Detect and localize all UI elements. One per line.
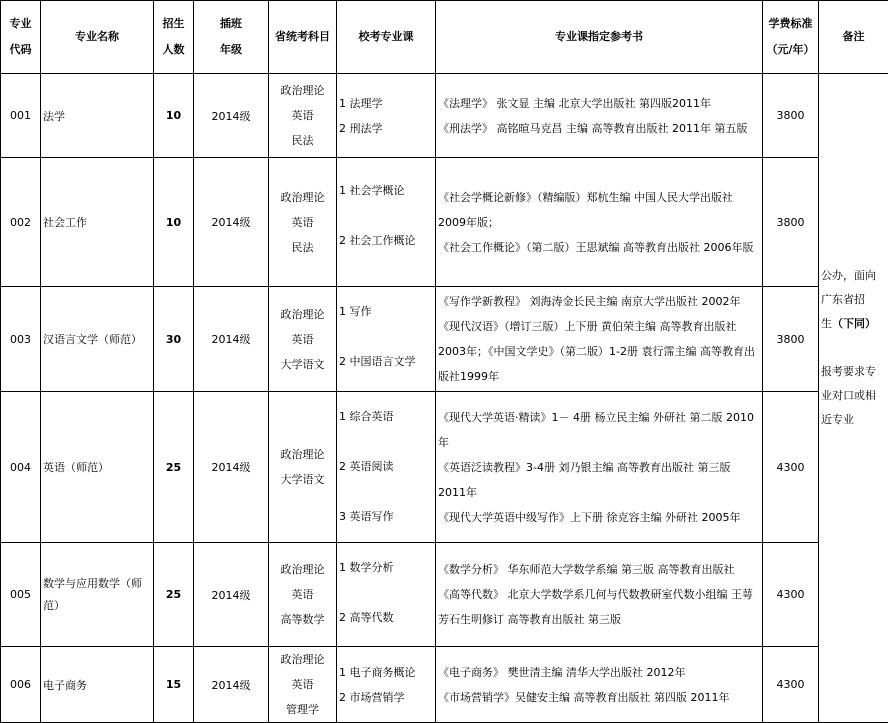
table-row [1, 158, 888, 287]
cell-provincial: 政治理论 英语 民法 [269, 158, 337, 287]
cell-quota: 25 [154, 543, 194, 647]
header-name: 专业名称 [41, 1, 154, 74]
cell-quota: 30 [154, 287, 194, 392]
cell-school: 1 综合英语 2 英语阅读 3 英语写作 [337, 392, 436, 543]
cell-fee: 3800 [763, 158, 819, 287]
cell-quota: 15 [154, 647, 194, 723]
remark-line-3: 报考要求专业对口或相近专业 [821, 365, 876, 426]
cell-school: 1 数学分析 2 高等代数 [337, 543, 436, 647]
cell-code: 002 [1, 158, 41, 287]
header-grade: 插班 年级 [194, 1, 269, 74]
cell-fee: 4300 [763, 647, 819, 723]
cell-grade: 2014级 [194, 392, 269, 543]
cell-name: 社会工作 [41, 158, 154, 287]
cell-grade: 2014级 [194, 74, 269, 158]
cell-books: 《数学分析》 华东师范大学数学系编 第三版 高等教育出版社 《高等代数》 北京大学数学系几何与代数教研室代数小组编 王萼芳石生明修订 高等教育出版社 第三版 [436, 543, 763, 647]
header-books: 专业课指定参考书 [436, 1, 763, 74]
cell-books: 《法理学》 张文显 主编 北京大学出版社 第四版2011年 《刑法学》 高铭暄马克昌 主编 高等教育出版社 2011年 第五版 [436, 74, 763, 158]
cell-provincial: 政治理论 大学语文 [269, 392, 337, 543]
cell-fee: 3800 [763, 74, 819, 158]
table-row [1, 647, 888, 723]
cell-school: 1 社会学概论 2 社会工作概论 [337, 158, 436, 287]
cell-code: 005 [1, 543, 41, 647]
cell-quota: 10 [154, 158, 194, 287]
cell-quota: 10 [154, 74, 194, 158]
cell-books: 《现代大学英语·精读》1－ 4册 杨立民主编 外研社 第二版 2010年 《英语泛读教程》3-4册 刘乃银主编 高等教育出版社 第三版 2011年 《现代大学英语中级写作》上下册 徐克容主编 外研社 2005年 [436, 392, 763, 543]
header-row [1, 1, 888, 74]
remark-cell [819, 74, 888, 723]
cell-provincial: 政治理论 英语 管理学 [269, 647, 337, 723]
cell-code: 006 [1, 647, 41, 723]
cell-grade: 2014级 [194, 158, 269, 287]
cell-name: 数学与应用数学（师范） [41, 543, 154, 647]
cell-books: 《电子商务》 樊世清主编 清华大学出版社 2012年 《市场营销学》吴健安主编 高等教育出版社 第四版 2011年 [436, 647, 763, 723]
cell-grade: 2014级 [194, 647, 269, 723]
cell-school: 1 电子商务概论 2 市场营销学 [337, 647, 436, 723]
cell-grade: 2014级 [194, 287, 269, 392]
cell-provincial: 政治理论 英语 民法 [269, 74, 337, 158]
cell-fee: 4300 [763, 543, 819, 647]
cell-name: 英语（师范） [41, 392, 154, 543]
cell-quota: 25 [154, 392, 194, 543]
cell-provincial: 政治理论 英语 高等数学 [269, 543, 337, 647]
cell-grade: 2014级 [194, 543, 269, 647]
cell-school: 1 写作 2 中国语言文学 [337, 287, 436, 392]
cell-fee: 3800 [763, 287, 819, 392]
cell-name: 汉语言文学（师范） [41, 287, 154, 392]
header-fee: 学费标准 （元/年） [763, 1, 819, 74]
table-row [1, 392, 888, 543]
cell-code: 001 [1, 74, 41, 158]
header-code: 专业 代码 [1, 1, 41, 74]
remark-line-2: 生（下同） [821, 317, 876, 330]
cell-name: 法学 [41, 74, 154, 158]
cell-name: 电子商务 [41, 647, 154, 723]
cell-provincial: 政治理论 英语 大学语文 [269, 287, 337, 392]
table-row [1, 543, 888, 647]
cell-books: 《社会学概论新修》（精编版）郑杭生编 中国人民大学出版社 2009年版； 《社会工作概论》（第二版）王思斌编 高等教育出版社 2006年版 [436, 158, 763, 287]
cell-school: 1 法理学 2 刑法学 [337, 74, 436, 158]
cell-books: 《写作学新教程》 刘海涛金长民主编 南京大学出版社 2002年 《现代汉语》（增订三版）上下册 黄伯荣主编 高等教育出版社2003年；《中国文学史》（第二版）1-2册 袁行霈主编 高等教育出版社1999年 [436, 287, 763, 392]
header-remark: 备注 [819, 1, 888, 74]
cell-code: 004 [1, 392, 41, 543]
cell-fee: 4300 [763, 392, 819, 543]
table-row [1, 74, 888, 158]
table-row [1, 287, 888, 392]
cell-code: 003 [1, 287, 41, 392]
remark-line-1: 公办，面向广东省招 [821, 269, 876, 306]
header-school: 校考专业课 [337, 1, 436, 74]
header-quota: 招生 人数 [154, 1, 194, 74]
header-provincial: 省统考科目 [269, 1, 337, 74]
